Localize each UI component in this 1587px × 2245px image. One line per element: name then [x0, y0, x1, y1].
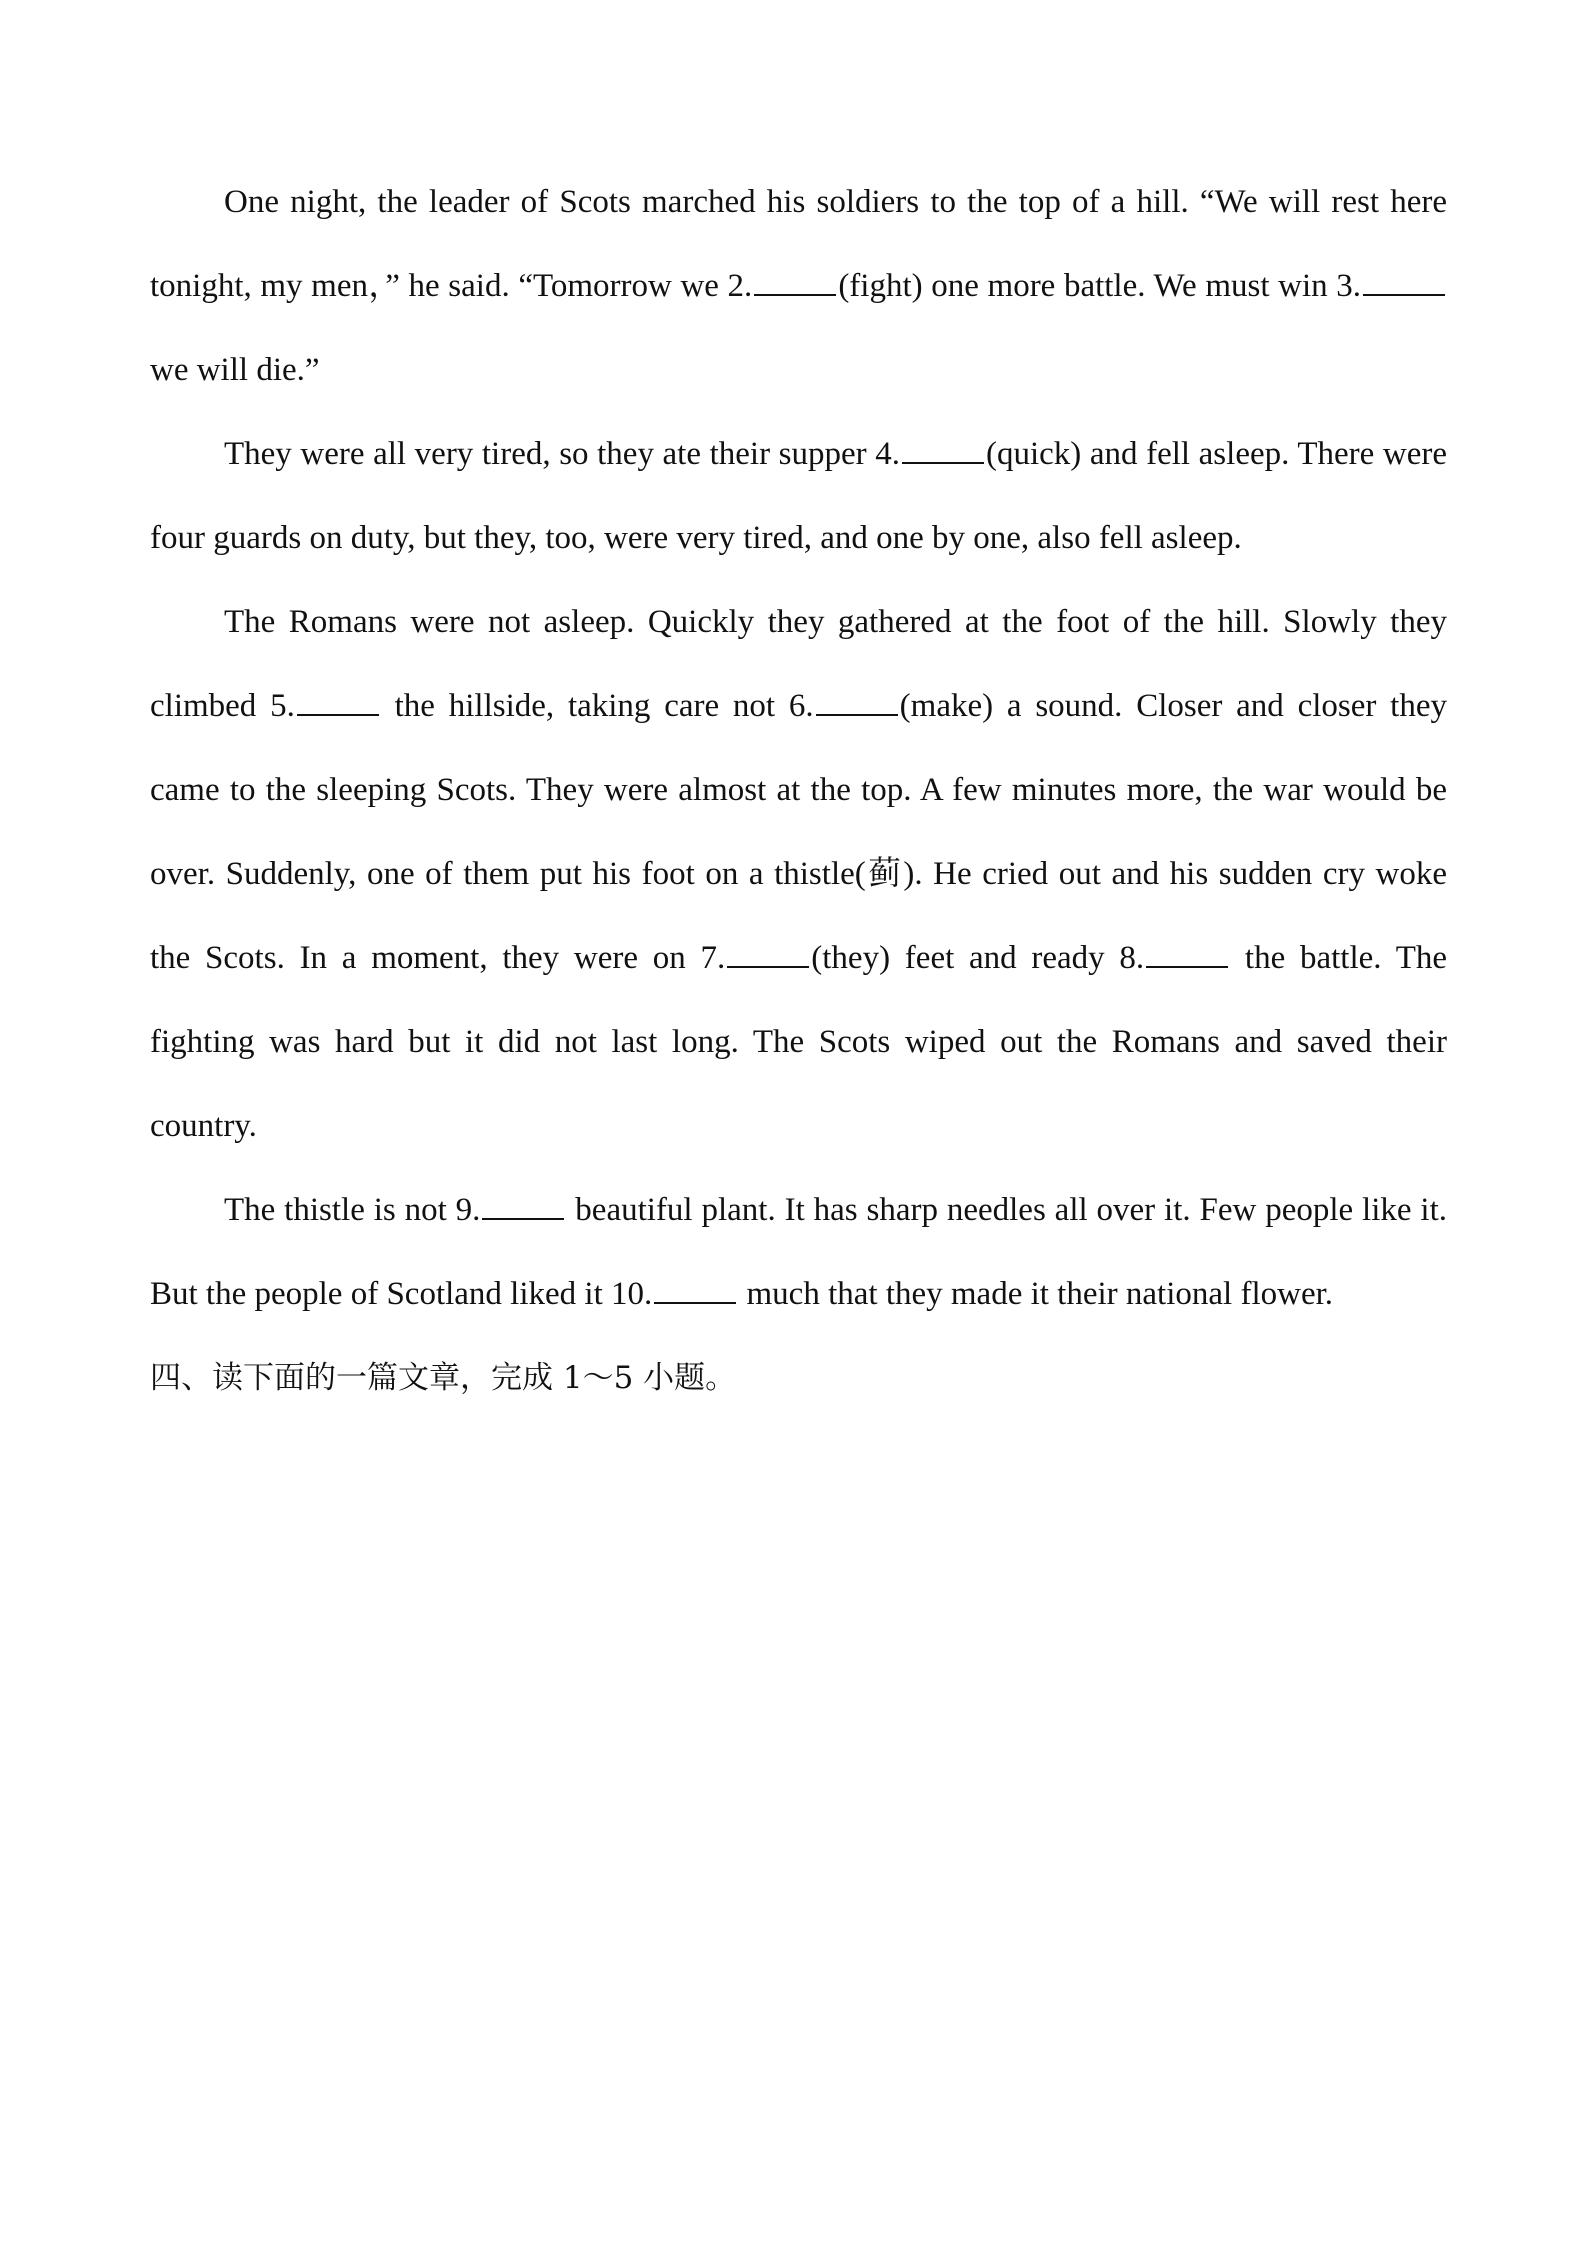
paragraph-2 — [150, 412, 1447, 580]
paragraph-text: The Romans were not asleep. Quickly they gathered at the foot of the hill. Slowly they climbed 5. — [150, 604, 1447, 724]
paragraph-3 — [150, 580, 1447, 1168]
paragraph-text: (they) feet and ready 8. — [811, 940, 1145, 976]
paragraph-text: beautiful plant. It has sharp needles all over it. Few people like it. But the people of Scotland liked it 10. — [150, 1192, 1448, 1312]
blank-9[interactable] — [482, 1188, 564, 1220]
paragraph-text: the battle. The fighting was hard but it did not last long. The Scots wiped out the Romans and saved their country. — [150, 940, 1447, 1144]
paragraph-text: we will die.” — [150, 352, 320, 388]
paragraph-text: One night, the leader of Scots marched his soldiers to the top of a hill. “We will rest here tonight, my men，” he said. “Tomorrow we 2. — [150, 184, 1447, 304]
paragraph-text: The thistle is not 9. — [224, 1192, 481, 1228]
paragraph-1 — [150, 160, 1447, 412]
paragraph-text: (quick) and fell asleep. There were four guards on duty, but they, too, were very tired, and one by one, also fell asleep. — [150, 436, 1448, 556]
passage — [150, 160, 1447, 1420]
paragraph-text: (make) a sound. Closer and closer they came to the sleeping Scots. They were almost at the top. A few minutes more, the war would be over. Suddenly, one of them put his foot on a thistle(蓟). He cried out and his sudden cry woke the Scots. In a moment, they were on 7. — [150, 688, 1447, 976]
paragraph-text: the hillside, taking care not 6. — [380, 688, 814, 724]
paragraph-4 — [150, 1168, 1447, 1336]
blank-10[interactable] — [654, 1272, 736, 1304]
paragraph-text: (fight) one more battle. We must win 3. — [838, 268, 1361, 304]
blank-5[interactable] — [297, 684, 379, 716]
blank-8[interactable] — [1146, 936, 1228, 968]
blank-2[interactable] — [754, 264, 836, 296]
blank-7[interactable] — [727, 936, 809, 968]
blank-3[interactable] — [1363, 264, 1445, 296]
section-heading: 四、读下面的一篇文章，完成 1～5 小题。 — [150, 1360, 737, 1396]
blank-4[interactable] — [902, 432, 984, 464]
blank-6[interactable] — [816, 684, 898, 716]
paragraph-text: They were all very tired, so they ate their supper 4. — [224, 436, 900, 472]
paragraph-text: much that they made it their national flower. — [738, 1276, 1334, 1312]
